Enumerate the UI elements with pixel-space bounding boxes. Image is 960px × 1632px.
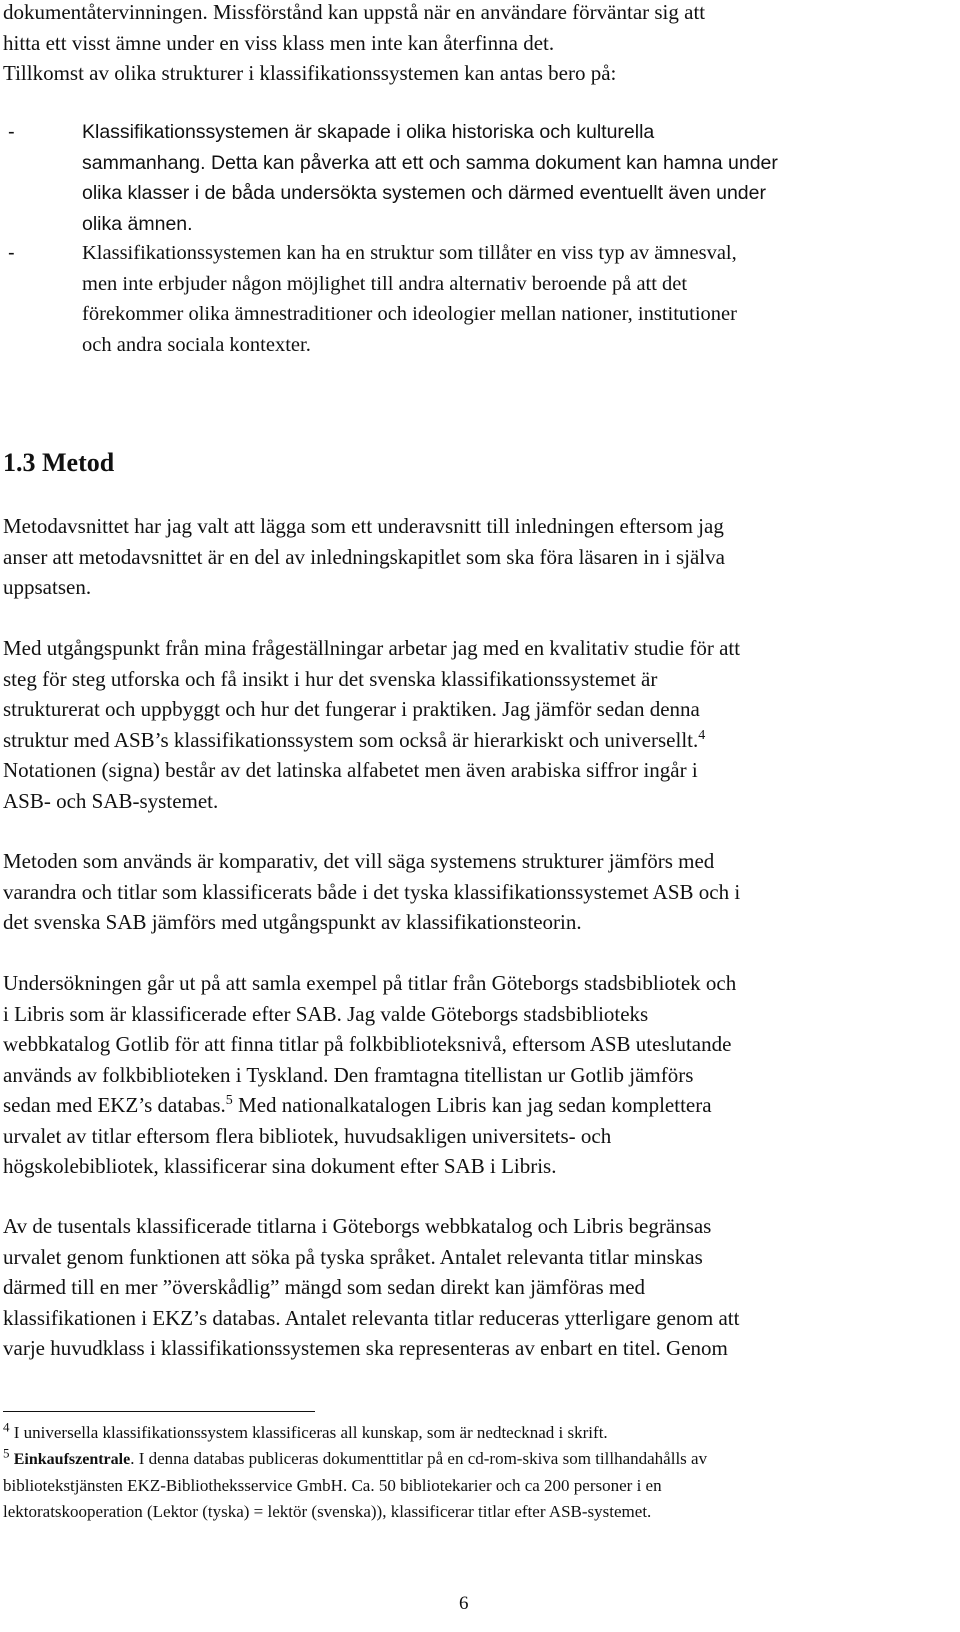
text-line: Tillkomst av olika strukturer i klassifikationssystemen kan antas bero på:: [3, 61, 617, 85]
paragraph: [3, 511, 955, 603]
text-line: förekommer olika ämnestraditioner och ideologier mellan nationer, institutioner: [82, 303, 737, 325]
text-line: ASB- och SAB-systemet.: [3, 788, 219, 813]
text-line: varandra och titlar som klassificerats både i det tyska klassifikationssystemet ASB och i: [3, 879, 741, 904]
paragraph: [3, 633, 955, 816]
text-line: webbkatalog Gotlib för att finna titlar på folkbiblioteksnivå, eftersom ASB uteslutande: [3, 1032, 732, 1056]
footnote-ref[interactable]: 4: [698, 727, 706, 743]
footnote-text: bibliotekstjänsten EKZ-Bibliotheksservice GmbH. Ca. 50 bibliotekarier och ca 200 personer i en: [3, 1476, 662, 1495]
text-line: Metodavsnittet har jag valt att lägga som ett underavsnitt till inledningen eftersom jag: [3, 514, 724, 538]
text-line: men inte erbjuder någon möjlighet till andra alternativ beroende på att det: [82, 272, 688, 295]
bullet-item: [82, 238, 947, 360]
text-line: Med utgångspunkt från mina frågeställningar arbetar jag med en kvalitativ studie för att: [3, 636, 741, 660]
text-line: steg för steg utforska och få insikt i hur det svenska klassifikationssystemet är: [3, 666, 658, 691]
bullet-dash: -: [8, 242, 15, 264]
text-line: i Libris som är klassificerade efter SAB. Jag valde Göteborgs stadsbiblioteks: [3, 1001, 649, 1026]
text-line: anser att metodavsnittet är en del av inledningskapitlet som ska föra läsaren in i själva: [3, 544, 725, 569]
text-line: Undersökningen går ut på att samla exempel på titlar från Göteborgs stadsbibliotek och: [3, 971, 737, 995]
footnote-separator: [3, 1411, 315, 1412]
text-line: dokumentåtervinningen. Missförstånd kan uppstå när en användare förväntar sig att: [3, 0, 706, 24]
text-line: olika klasser i de båda undersökta systemen och därmed eventuellt även under: [82, 182, 766, 204]
text-line: och andra sociala kontexter.: [82, 333, 311, 356]
text-line: urvalet av titlar eftersom flera bibliotek, huvudsakligen universitets- och: [3, 1123, 612, 1148]
paragraph: [3, 846, 955, 938]
page-number: 6: [459, 1593, 469, 1614]
text-line: Med nationalkatalogen Libris kan jag sedan komplettera: [232, 1093, 712, 1117]
text-line: Klassifikationssystemen kan ha en struktur som tillåter en viss typ av ämnesval,: [82, 242, 737, 264]
bullet-dash: -: [8, 121, 15, 143]
footnote-text: I universella klassifikationssystem klassificeras all kunskap, som är nedtecknad i skrift.: [13, 1423, 608, 1442]
footnote-text: lektoratskooperation (Lektor (tyska) = lektör (svenska)), klassificerar titlar efter ASB-systemet.: [3, 1502, 652, 1521]
paragraph: [3, 1211, 955, 1364]
text-line: sedan med EKZ’s databas.: [3, 1093, 226, 1117]
footnote-text: . I denna databas publiceras dokumenttitlar på en cd-rom-skiva som tillhandahålls av: [130, 1449, 708, 1468]
text-line: uppsatsen.: [3, 575, 92, 599]
text-line: struktur med ASB’s klassifikationssystem som också är hierarkiskt och universellt.: [3, 727, 699, 752]
footnote-number: 4: [3, 1419, 10, 1435]
footnote: [3, 1420, 955, 1446]
text-line: Klassifikationssystemen är skapade i olika historiska och kulturella: [82, 121, 655, 143]
footnote: [3, 1446, 955, 1525]
text-line: Metoden som används är komparativ, det vill säga systemens strukturer jämförs med: [3, 849, 715, 873]
text-line: hitta ett visst ämne under en viss klass men inte kan återfinna det.: [3, 30, 555, 55]
text-line: det svenska SAB jämförs med utgångspunkt av klassifikationsteorin.: [3, 910, 582, 934]
section-heading: 1.3 Metod: [3, 448, 115, 477]
text-line: sammanhang. Detta kan påverka att ett och samma dokument kan hamna under: [82, 151, 778, 174]
footnote-number: 5: [3, 1445, 10, 1461]
text-line: varje huvudklass i klassifikationssystemen ska representeras av enbart en titel. Genom: [3, 1336, 728, 1360]
text-line: klassifikationen i EKZ’s databas. Antalet relevanta titlar reduceras ytterligare genom att: [3, 1305, 740, 1330]
footnote-term: Einkaufszentrale: [13, 1451, 131, 1468]
text-line: urvalet genom funktionen att söka på tyska språket. Antalet relevanta titlar minskas: [3, 1244, 703, 1269]
text-line: högskolebibliotek, klassificerar sina dokument efter SAB i Libris.: [3, 1154, 557, 1178]
text-line: Notationen (signa) består av det latinska alfabetet men även arabiska siffror ingår i: [3, 758, 698, 782]
text-line: strukturerat och uppbyggt och hur det fungerar i praktiken. Jag jämför sedan denna: [3, 697, 700, 721]
text-line: därmed till en mer ”överskådlig” mängd som sedan direkt kan jämföras med: [3, 1275, 646, 1299]
text-line: olika ämnen.: [82, 212, 193, 235]
footnote-ref[interactable]: 5: [225, 1093, 233, 1108]
paragraph: [3, 968, 955, 1182]
intro-paragraph: [3, 0, 955, 89]
text-line: Av de tusentals klassificerade titlarna i Göteborgs webbkatalog och Libris begränsas: [3, 1214, 712, 1238]
bullet-item: [82, 117, 947, 239]
text-line: används av folkbiblioteken i Tyskland. Den framtagna titellistan ur Gotlib jämförs: [3, 1062, 694, 1087]
